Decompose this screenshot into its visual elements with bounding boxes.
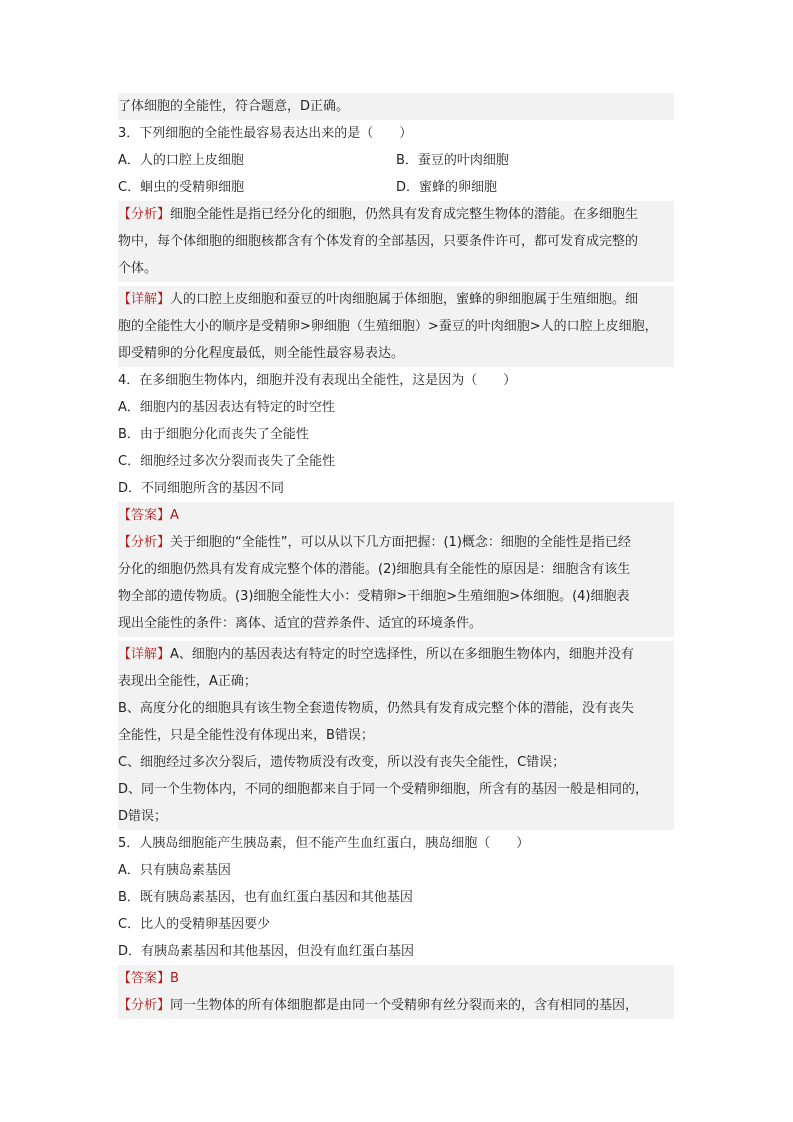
analysis-line: 分化的细胞仍然具有发育成完整个体的潜能。(2)细胞具有全能性的原因是：细胞含有该生 (118, 556, 674, 583)
explanation-line: B、高度分化的细胞具有该生物全套遗传物质，仍然具有发育成完整个体的潜能，没有丧失 (118, 695, 674, 722)
analysis-tag: 【分析】 (118, 207, 171, 222)
question-4-stem: 4．在多细胞生物体内，细胞并没有表现出全能性，这是因为（ ） (118, 373, 517, 388)
option-a: A．人的口腔上皮细胞 (118, 153, 244, 168)
explanation-line: C、细胞经过多次分裂后，遗传物质没有改变，所以没有丧失全能性，C错误； (118, 749, 674, 776)
option-c: C．细胞经过多次分裂而丧失了全能性 (118, 454, 336, 469)
explanation-line: 即受精卵的分化程度最低，则全能性最容易表达。 (118, 340, 674, 367)
analysis-line: 【分析】细胞全能性是指已经分化的细胞，仍然具有发育成完整生物体的潜能。在多细胞生 (118, 201, 674, 228)
option-d: D．蜜蜂的卵细胞 (396, 180, 498, 195)
option-d: D．不同细胞所含的基因不同 (118, 481, 285, 496)
explanation-line: D错误； (118, 803, 674, 830)
option-b: B．由于细胞分化而丧失了全能性 (118, 427, 309, 442)
answer-line: 【答案】A (118, 502, 674, 529)
option-d: D．有胰岛素基因和其他基因，但没有血红蛋白基因 (118, 944, 415, 959)
analysis-tag: 【分析】 (118, 535, 171, 550)
analysis-line: 现出全能性的条件：离体、适宜的营养条件、适宜的环境条件。 (118, 610, 674, 637)
explanation-line: 全能性，只是全能性没有体现出来，B错误； (118, 722, 674, 749)
explanation-line: 【详解】人的口腔上皮细胞和蚕豆的叶肉细胞属于体细胞，蜜蜂的卵细胞属于生殖细胞。细 (118, 286, 674, 313)
question-3-stem: 3．下列细胞的全能性最容易表达出来的是（ ） (118, 126, 413, 141)
analysis-line: 个体。 (118, 255, 674, 282)
text-line: 了体细胞的全能性，符合题意，D正确。 (118, 93, 674, 120)
explanation-line: 表现出全能性，A正确； (118, 668, 674, 695)
analysis-line: 【分析】同一生物体的所有体细胞都是由同一个受精卵有丝分裂而来的，含有相同的基因， (118, 992, 674, 1019)
question-5-stem: 5．人胰岛细胞能产生胰岛素，但不能产生血红蛋白，胰岛细胞（ ） (118, 836, 530, 851)
option-c: C．蛔虫的受精卵细胞 (118, 180, 245, 195)
analysis-line: 【分析】关于细胞的“全能性”，可以从以下几方面把握：(1)概念：细胞的全能性是指已经 (118, 529, 674, 556)
option-a: A．细胞内的基因表达有特定的时空性 (118, 400, 335, 415)
question-3-options-row-1 (118, 147, 674, 174)
explanation-tag: 【详解】 (118, 647, 171, 662)
question-3-options-row-2 (118, 174, 674, 201)
option-a: A．只有胰岛素基因 (118, 863, 231, 878)
option-b: B．蚕豆的叶肉细胞 (396, 153, 509, 168)
option-c: C．比人的受精卵基因要少 (118, 917, 271, 932)
option-b: B．既有胰岛素基因，也有血红蛋白基因和其他基因 (118, 890, 413, 905)
document-content (118, 93, 674, 1019)
explanation-line: 【详解】A、细胞内的基因表达有特定的时空选择性，所以在多细胞生物体内，细胞并没有 (118, 641, 674, 668)
answer-line: 【答案】B (118, 965, 674, 992)
analysis-line: 物全部的遗传物质。(3)细胞全能性大小：受精卵>干细胞>生殖细胞>体细胞。(4)细胞表 (118, 583, 674, 610)
explanation-line: 胞的全能性大小的顺序是受精卵>卵细胞（生殖细胞）>蚕豆的叶肉细胞>人的口腔上皮细胞， (118, 313, 674, 340)
analysis-tag: 【分析】 (118, 998, 171, 1013)
explanation-line: D、同一个生物体内，不同的细胞都来自于同一个受精卵细胞，所含有的基因一般是相同的， (118, 776, 674, 803)
explanation-tag: 【详解】 (118, 292, 171, 307)
analysis-line: 物中，每个体细胞的细胞核都含有个体发育的全部基因，只要条件许可，都可发育成完整的 (118, 228, 674, 255)
